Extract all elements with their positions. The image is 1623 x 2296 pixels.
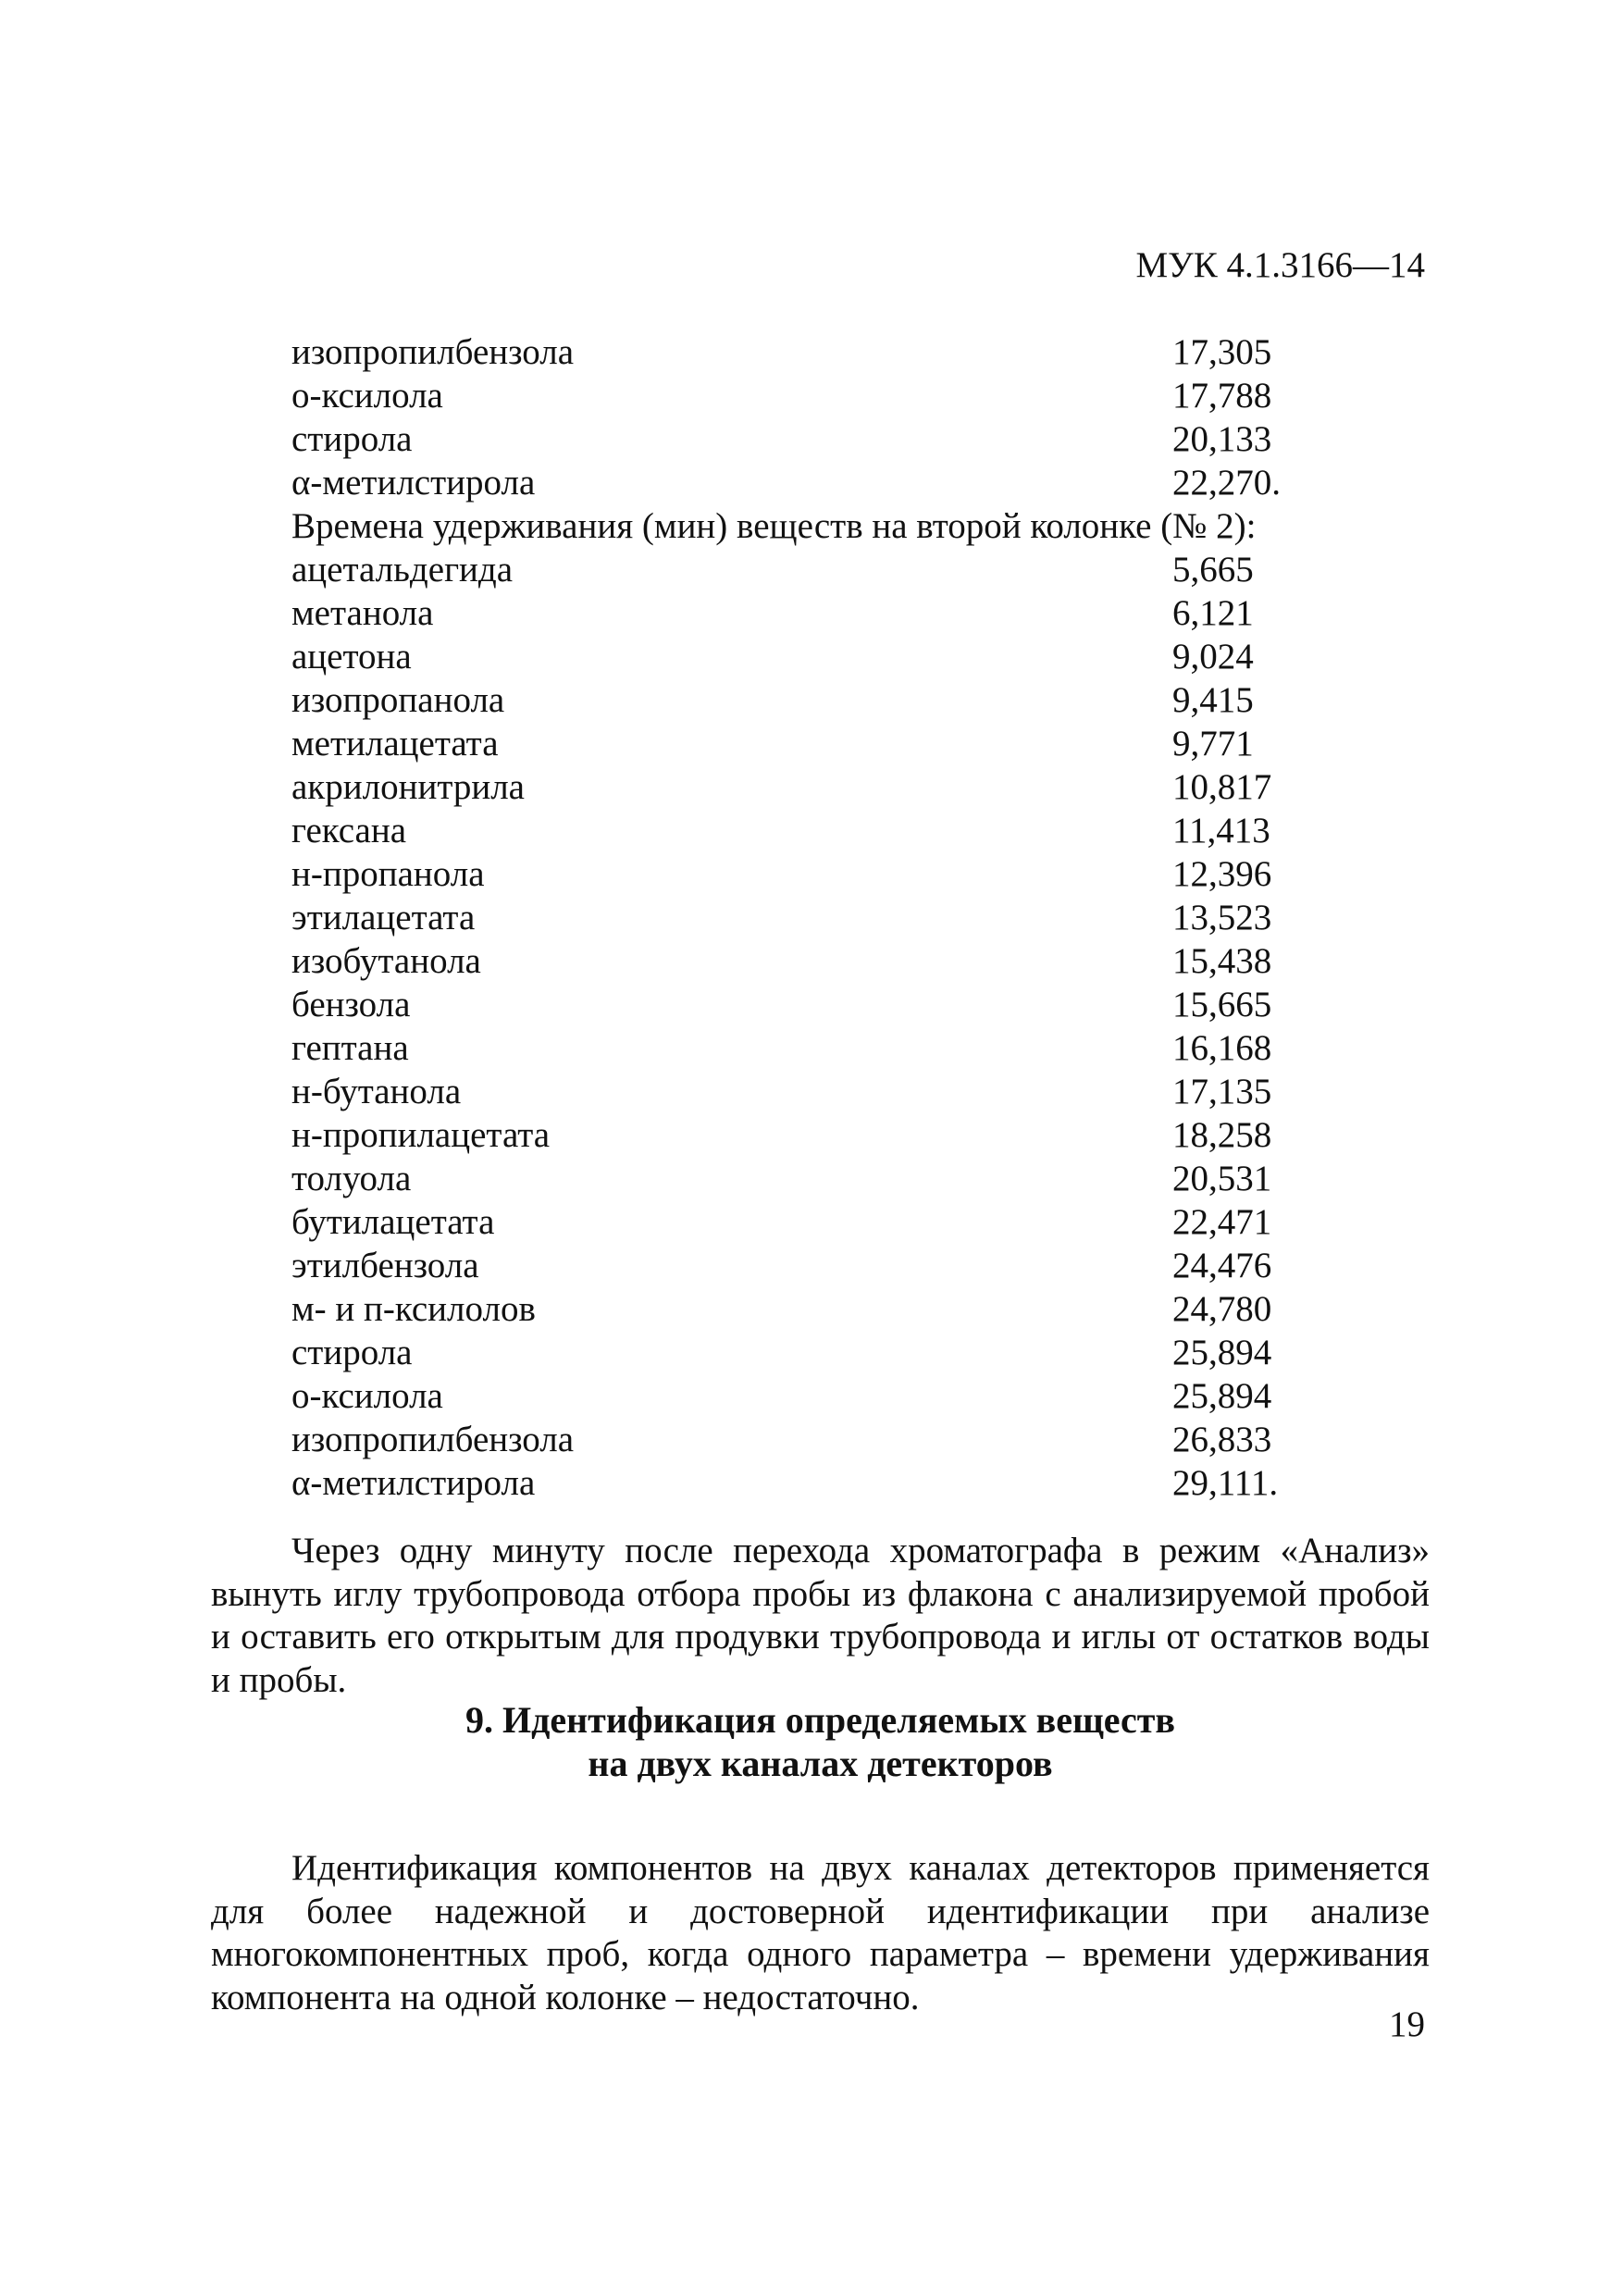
substance-name: стирола bbox=[291, 419, 413, 459]
retention-time-value: 15,438 bbox=[1172, 941, 1272, 981]
retention-time-value: 24,780 bbox=[1172, 1289, 1272, 1329]
retention-time-value: 5,665 bbox=[1172, 550, 1254, 590]
list-item bbox=[291, 1070, 1430, 1113]
retention-time-value: 9,771 bbox=[1172, 724, 1254, 763]
list-item bbox=[291, 722, 1430, 765]
substance-name: акрилонитрила bbox=[291, 767, 525, 807]
retention-time-value: 12,396 bbox=[1172, 854, 1272, 894]
list-item bbox=[291, 1026, 1430, 1070]
column-two-caption bbox=[291, 504, 1430, 548]
retention-time-value: 26,833 bbox=[1172, 1420, 1272, 1459]
substance-name: н-пропанола bbox=[291, 854, 485, 894]
list-item bbox=[291, 635, 1430, 678]
list-item bbox=[291, 374, 1430, 417]
retention-time-value: 13,523 bbox=[1172, 898, 1272, 937]
paragraph-procedure: Через одну минуту после перехода хроматографа в режим «Анализ» вынуть иглу трубопровода отбора пробы из флакона с анализируемой пробой и оставить его открытым для продувки трубопровода и иглы от остатков воды и пробы. bbox=[211, 1531, 1430, 1700]
substance-name: этилбензола bbox=[291, 1246, 479, 1285]
list-item bbox=[291, 1287, 1430, 1331]
list-item bbox=[291, 1418, 1430, 1461]
list-item bbox=[291, 461, 1430, 504]
substance-name: бутилацетата bbox=[291, 1202, 495, 1242]
list-item bbox=[291, 939, 1430, 983]
substance-name: стирола bbox=[291, 1333, 413, 1372]
list-item bbox=[291, 1331, 1430, 1374]
list-item bbox=[291, 548, 1430, 591]
retention-time-value: 15,665 bbox=[1172, 985, 1272, 1024]
retention-time-value: 25,894 bbox=[1172, 1333, 1272, 1372]
substance-name: этилацетата bbox=[291, 898, 476, 937]
substance-name: гептана bbox=[291, 1028, 409, 1068]
list-item bbox=[291, 809, 1430, 852]
list-item bbox=[291, 1113, 1430, 1157]
retention-time-value: 10,817 bbox=[1172, 767, 1272, 807]
substance-name: о-ксилола bbox=[291, 1376, 443, 1416]
retention-time-value: 25,894 bbox=[1172, 1376, 1272, 1416]
section-heading-line-1: 9. Идентификация определяемых веществ bbox=[465, 1699, 1175, 1741]
retention-time-value: 20,133 bbox=[1172, 419, 1272, 459]
list-item bbox=[291, 591, 1430, 635]
retention-time-value: 20,531 bbox=[1172, 1159, 1272, 1198]
retention-time-value: 11,413 bbox=[1172, 811, 1270, 850]
list-item bbox=[291, 983, 1430, 1026]
substance-name: ацетальдегида bbox=[291, 550, 514, 590]
list-item bbox=[291, 330, 1430, 374]
list-item bbox=[291, 896, 1430, 939]
retention-time-value: 22,270. bbox=[1172, 463, 1281, 503]
substance-name: α-метилстирола bbox=[291, 1463, 536, 1503]
substance-name: изобутанола bbox=[291, 941, 481, 981]
retention-time-value: 22,471 bbox=[1172, 1202, 1272, 1242]
substance-name: ацетона bbox=[291, 637, 412, 676]
retention-time-value: 9,415 bbox=[1172, 680, 1254, 720]
document-code-header: МУК 4.1.3166—14 bbox=[1135, 245, 1425, 285]
paragraph-identification: Идентификация компонентов на двух каналах детекторов применяется для более надежной и достоверной идентификации при анализе многокомпонентных проб, когда одного параметра – времени удерживания компонента на одной колонке – недостаточно. bbox=[211, 1848, 1430, 2017]
substance-name: м- и п-ксилолов bbox=[291, 1289, 536, 1329]
substance-name: н-бутанола bbox=[291, 1072, 462, 1111]
substance-name: изопропилбензола bbox=[291, 332, 575, 372]
substance-name: о-ксилола bbox=[291, 376, 443, 416]
substance-name: α-метилстирола bbox=[291, 463, 536, 503]
retention-time-value: 17,305 bbox=[1172, 332, 1272, 372]
caption-text: Времена удерживания (мин) веществ на второй колонке (№ 2): bbox=[291, 506, 1257, 546]
list-item bbox=[291, 678, 1430, 722]
substance-name: изопропанола bbox=[291, 680, 505, 720]
retention-time-value: 24,476 bbox=[1172, 1246, 1272, 1285]
list-item bbox=[291, 1157, 1430, 1200]
retention-time-value: 9,024 bbox=[1172, 637, 1254, 676]
substance-name: изопропилбензола bbox=[291, 1420, 575, 1459]
list-item bbox=[291, 417, 1430, 461]
retention-time-value: 17,788 bbox=[1172, 376, 1272, 416]
list-item bbox=[291, 1461, 1430, 1505]
retention-times-list bbox=[291, 330, 1430, 1505]
section-heading bbox=[211, 1698, 1430, 1785]
substance-name: бензола bbox=[291, 985, 411, 1024]
list-item bbox=[291, 1200, 1430, 1244]
retention-time-value: 16,168 bbox=[1172, 1028, 1272, 1068]
retention-time-value: 6,121 bbox=[1172, 593, 1254, 633]
substance-name: толуола bbox=[291, 1159, 412, 1198]
list-item bbox=[291, 765, 1430, 809]
list-item bbox=[291, 1374, 1430, 1418]
page-number: 19 bbox=[1389, 2004, 1425, 2044]
retention-time-value: 17,135 bbox=[1172, 1072, 1272, 1111]
section-heading-line-2: на двух каналах детекторов bbox=[588, 1743, 1053, 1784]
substance-name: метанола bbox=[291, 593, 434, 633]
substance-name: н-пропилацетата bbox=[291, 1115, 551, 1155]
retention-time-value: 18,258 bbox=[1172, 1115, 1272, 1155]
substance-name: гексана bbox=[291, 811, 407, 850]
list-item bbox=[291, 852, 1430, 896]
list-item bbox=[291, 1244, 1430, 1287]
retention-time-value: 29,111. bbox=[1172, 1463, 1279, 1503]
substance-name: метилацетата bbox=[291, 724, 499, 763]
